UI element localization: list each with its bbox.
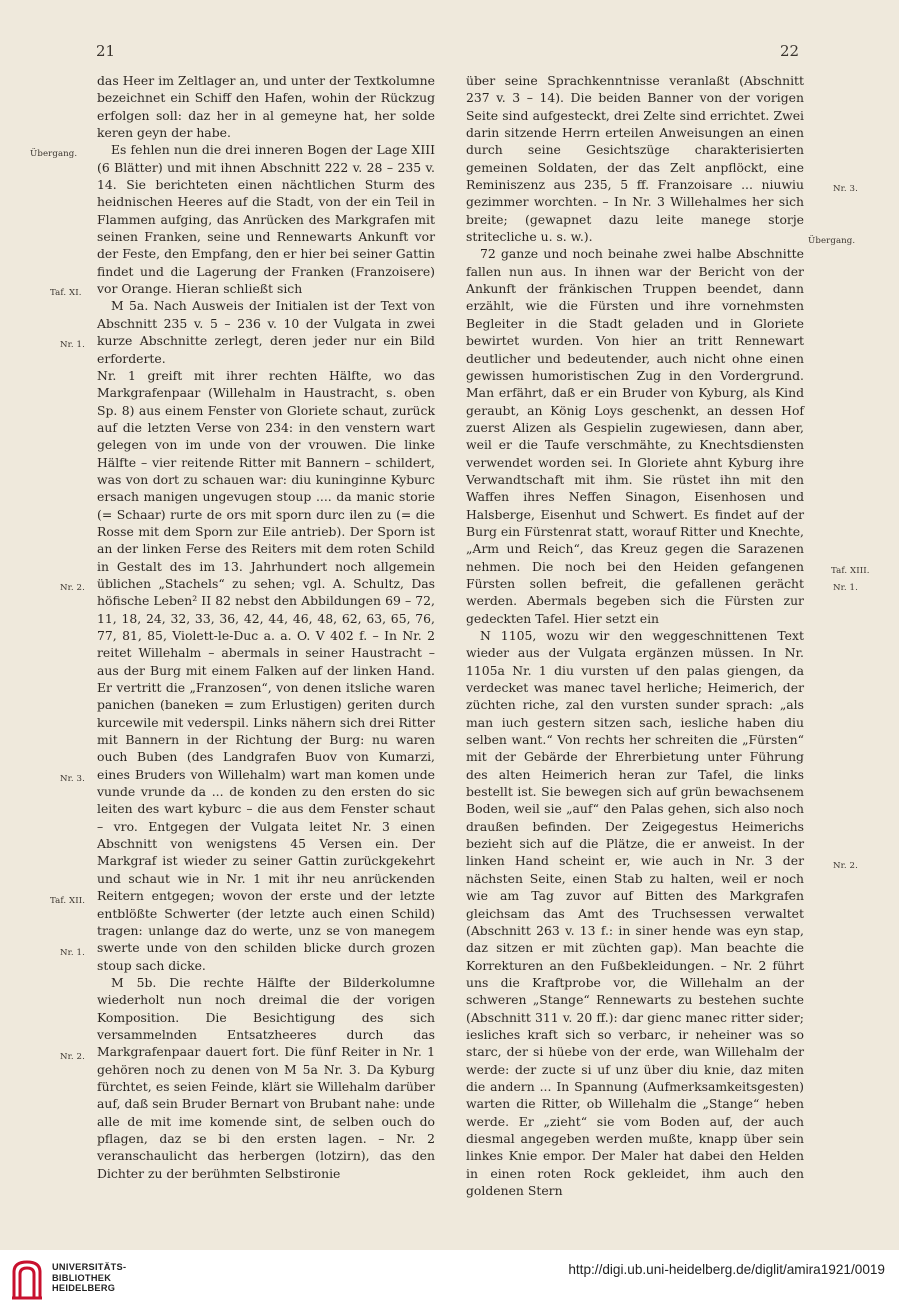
paragraph: über seine Sprachkenntnisse veranlaßt (Abschnitt 237 v. 3 – 14). Die beiden Banner von der vorigen Seite sind aufgesteckt, drei Zelte sind errichtet. Zwei darin sitzende Herrn erteilen Anweisungen an einen durch seine Gesichtszüge charakterisierten gemeinen Soldaten, der das Zelt anpflöckt, eine Reminiszenz aus 235, 5 ff. Franzoisare ... niuwiu gezimmer worchten. – In Nr. 3 Willehalmes her sich breite; (gewapnet dazu leite manege storje stritecliche u. s. w.). (466, 73, 804, 245)
page-number-left: 21 (96, 42, 116, 60)
margin-note-left: Nr. 2. (60, 583, 85, 593)
right-text-column (466, 72, 804, 1198)
margin-note-left: Nr. 1. (60, 948, 85, 958)
paragraph: Es fehlen nun die drei inneren Bogen der Lage XIII (6 Blätter) und mit ihnen Abschnitt 222 v. 28 – 235 v. 14. Sie berichteten einen nächtlichen Sturm des heidnischen Heeres auf die Stadt, von der ein Teil in Flammen aufging, das Anrücken des Markgrafen mit seinen Franken, seine und Rennewarts Ankunft vor der Feste, den Empfang, den er hier bei seiner Gattin findet und die Lagerung der Franken (Franzoisere) vor Orange. Hieran schließt sich (97, 142, 435, 297)
library-name: UNIVERSITÄTS- BIBLIOTHEK HEIDELBERG (52, 1262, 127, 1293)
margin-note-left: Nr. 1. (60, 340, 85, 350)
page-number-right: 22 (780, 42, 800, 60)
paragraph: M 5b. Die rechte Hälfte der Bilderkolumne wiederholt nun noch dreimal die der vorigen Komposition. Die Besichtigung des sich versammelnden Entsatzheeres durch das Markgrafenpaar dauert fort. Die fünf Reiter in Nr. 1 gehören noch zu denen von M 5a Nr. 3. Da Kyburg fürchtet, es seien Feinde, klärt sie Willehalm darüber auf, daß sein Bruder Bernart von Brubant nahe: unde alle de mit ime komende sint, de selben ouch do pflagen, daz se bi den ersten lagen. – Nr. 2 veranschaulicht das herbergen (lotzirn), das den Dichter zu der berühmten Selbstironie (97, 974, 435, 1181)
margin-note-left: Taf. XII. (50, 896, 86, 906)
paragraph: 72 ganze und noch beinahe zwei halbe Abschnitte fallen nun aus. In ihnen war der Bericht von der Ankunft der fränkischen Truppen beendet, dann erzählt, wie die Fürsten und ihre vornehmsten Begleiter in die Stadt geladen und in Gloriete bewirtet wurden. Von hier an tritt Rennewart deutlicher und bedeutender, auch nicht ohne einen gewissen humoristischen Zug in den Vordergrund. Man erfährt, daß er ein Bruder von Kyburg, als Kind geraubt, an König Loys geschenkt, an dessen Hof zuerst Alizen als Gespielin zugewiesen, dann aber, weil er die Taufe verschmähte, zu Knechtsdiensten verwendet worden sei. In Gloriete ahnt Kyburg ihre Verwandtschaft mit ihm. Sie rüstet ihn mit den Waffen ihres Neffen Sinagon, Eisenhosen und Halsberge, Eisenhut und Schwert. Es findet auf der Burg ein Fürstenrat statt, worauf Ritter und Knechte, „Arm und Reich“, das Kreuz gegen die Sarazenen nehmen. Die noch bei den Heiden gefangenen Fürsten sollen befreit, die gefallenen gerächt werden. Abermals begeben sich die Fürsten zur gedeckten Tafel. Hier setzt ein (466, 246, 804, 626)
margin-note-right: Nr. 2. (833, 861, 858, 871)
paragraph: M 5a. Nach Ausweis der Initialen ist der Text von Abschnitt 235 v. 5 – 236 v. 10 der Vulgata in zwei kurze Abschnitte zerlegt, deren jeder nur ein Bild erforderte. (97, 298, 435, 366)
margin-note-left: Übergang. (30, 149, 78, 159)
margin-note-left: Taf. XI. (50, 288, 82, 298)
paragraph: Nr. 1 greift mit ihrer rechten Hälfte, wo das Markgrafenpaar (Willehalm in Haustracht, s. oben Sp. 8) aus einem Fenster von Gloriete schaut, zurück auf die letzten Verse von 234: in den venstern wart gelegen von im unde von der vrouwen. Die linke Hälfte – vier reitende Ritter mit Bannern – schildert, was von dort zu schauen war: diu kuninginne Kyburc ersach manigen ungevugen stoup .... da manic storie (= Schaar) rurte de ors mit sporn durc ilen zu (= die Rosse mit dem Sporn zur Eile antrieb). Der Sporn ist an der linken Ferse des Reiters mit dem roten Schild in Gestalt des im 13. Jahrhundert noch allgemein üblichen „Stachels“ zu sehen; vgl. A. Schultz, Das höfische Leben² II 82 nebst den Abbildungen 69 – 72, 11, 18, 24, 32, 33, 36, 42, 44, 46, 48, 62, 63, 65, 76, 77, 81, 85, Violett-le-Duc a. a. O. V 402 f. – In Nr. 2 reitet Willehalm – abermals in seiner Haustracht – aus der Burg mit einem Falken auf der linken Hand. Er vertritt die „Franzosen“, von denen itsliche waren panichen (baneken = zum Erlustigen) geriten durch kurcewile mit vederspil. Links nähern sich drei Ritter mit Bannern in der Richtung der Burg: nu waren ouch Buben (des Landgrafen Buov von Kumarzi, eines Bruders von Willehalm) wart man komen unde vunde vrunde da ... de konden zu den ersten do sic leiten des wart kyburc – die aus dem Fenster schaut – vro. Entgegen der Vulgata leitet Nr. 3 einen Abschnitt von wenigstens 45 Versen ein. Der Markgraf ist wieder zu seiner Gattin zurückgekehrt und schaut wie in Nr. 1 mit ihr neu anrückenden Reitern entgegen; wovon der erste und der letzte entblößte Schwerter (der letzte auch einen Schild) tragen: unlange daz do werte, unz se von manegem swerte unde von den schilden blicke durch grozen stoup sach dicke. (97, 367, 435, 973)
paragraph: N 1105, wozu wir den weggeschnittenen Text wieder aus der Vulgata ergänzen müssen. In Nr. 1105a Nr. 1 diu vursten uf den palas giengen, da verdecket was manec tavel herliche; Heimerich, der züchten riche, zal den vursten sunder sprach: „als man iuch gestern sitzen sach, iesliche haben diu selben want.“ Von rechts her schreiten die „Fürsten“ mit der Gebärde der Ehrerbietung unter Führung des alten Heimerich heran zur Tafel, die links bestellt ist. Sie bewegen sich auf grün bewachsenem Boden, weil sie „auf“ den Palas gehen, sich also noch draußen befinden. Der Zeigegestus Heimerichs bezieht sich auf die Plätze, die er anweist. In der linken Hand scheint er, wie auch in Nr. 3 der nächsten Seite, einen Stab zu halten, weil er noch wie am Tag zuvor auf Bitten des Markgrafen gleichsam das Amt des Truchsessen verwaltet (Abschnitt 263 v. 13 f.: in siner hende was eyn stap, daz sitzen er mit züchten gap). Man beachte die Korrekturen an den Fußbekleidungen. – Nr. 2 führt uns die Kraftprobe vor, die Willehalm an der schweren „Stange“ Rennewarts zu bestehen suchte (Abschnitt 311 v. 20 ff.): dar gienc manec ritter sider; iesliches kraft sich so verbarc, ir neheiner was so starc, der si hüebe von der erde, wan Willehalm der werde: der zucte si uf unz über diu knie, daz miten die andern ... In Spannung (Aufmerksamkeitsgesten) warten die Ritter, ob Willehalm die „Stange“ heben werde. Er „zieht“ sie vom Boden auf, der auch diesmal angegeben werden mußte, knapp über sein linkes Knie empor. Der Maler hat dabei den Helden in einen roten Rock gekleidet, ihm auch den goldenen Stern (466, 628, 804, 1198)
margin-note-left: Nr. 3. (60, 774, 85, 784)
left-text-column (97, 72, 435, 1181)
margin-note-right: Nr. 1. (833, 583, 858, 593)
source-url-link[interactable]: http://digi.ub.uni-heidelberg.de/diglit/amira1921/0019 (568, 1262, 885, 1277)
margin-note-left: Nr. 2. (60, 1052, 85, 1062)
margin-note-right: Taf. XIII. (831, 566, 870, 576)
margin-note-right: Übergang. (808, 236, 856, 246)
paragraph: das Heer im Zeltlager an, und unter der Textkolumne bezeichnet ein Schiff den Hafen, wohin der Rückzug erfolgen soll: daz her in al gemeyne hat, her solde keren geyn der habe. (97, 73, 435, 141)
margin-note-right: Nr. 3. (833, 184, 858, 194)
footer-bar (0, 1250, 899, 1314)
university-library-logo-icon (10, 1258, 44, 1302)
